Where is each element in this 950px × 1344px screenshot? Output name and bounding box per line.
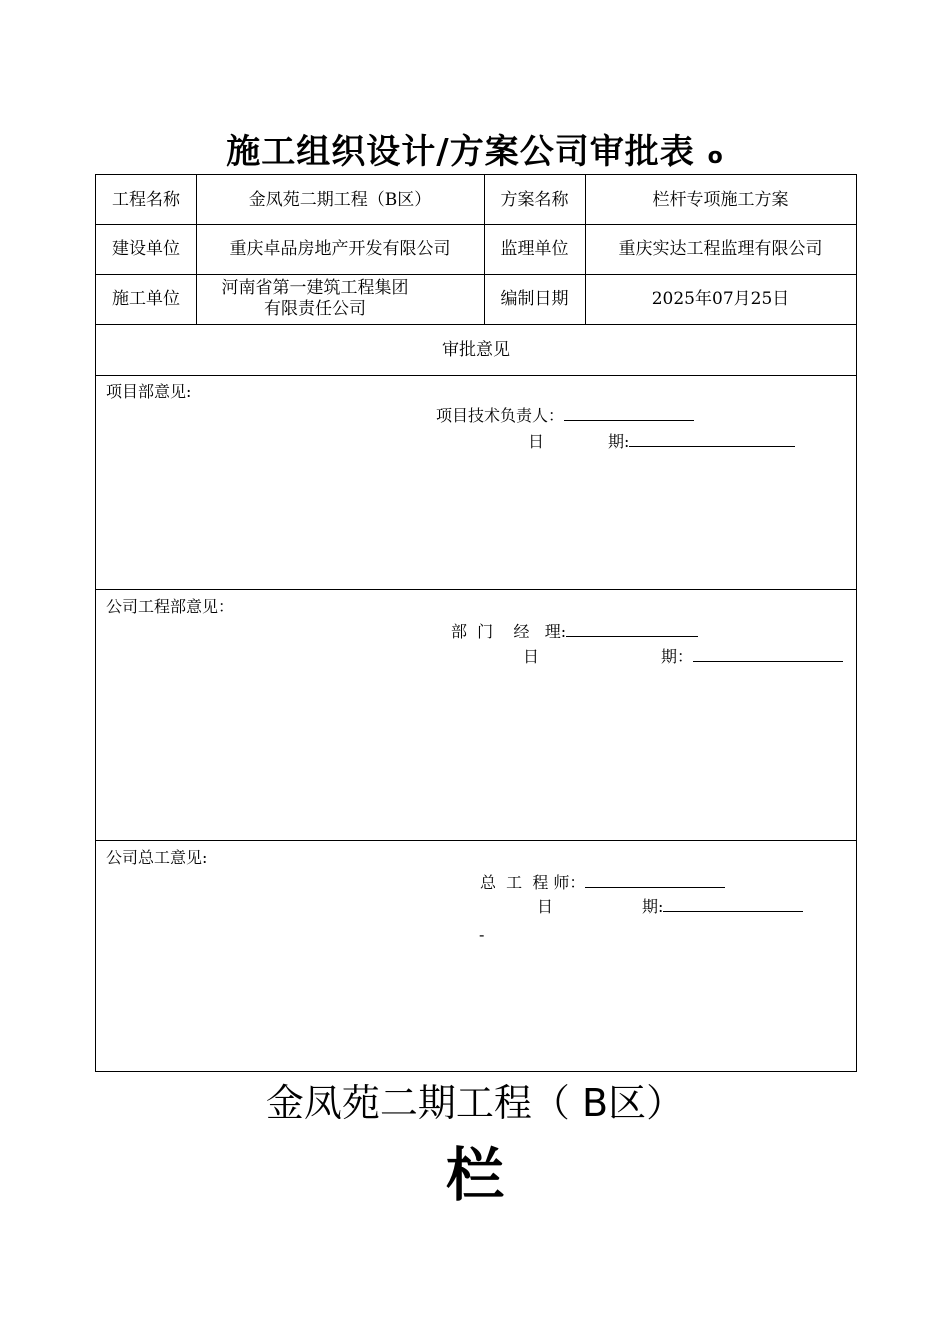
project-tech-lead-signature: 项目技术负责人： — [436, 403, 694, 426]
supervisor-label: 监理单位 — [500, 239, 569, 259]
contractor-value — [196, 274, 484, 324]
project-date-label: 日 — [528, 432, 545, 451]
builder-value: 重庆卓品房地产开发有限公司 — [229, 239, 451, 259]
stray-mark: - — [479, 925, 485, 944]
contractor-value-line1: 河南省第一建筑工程集团 — [221, 278, 409, 298]
chief-engineer-opinion-label: 公司总工意见: — [106, 848, 208, 867]
row-divider — [96, 589, 856, 590]
dept-manager-signature: 部 门 经 理: — [451, 619, 698, 642]
signature-line[interactable] — [585, 873, 725, 888]
builder-label: 建设单位 — [112, 239, 180, 259]
cover-title-line1: 金凤苑二期工程（ B区） — [265, 1081, 685, 1125]
chief-date-label: 日 — [537, 897, 554, 916]
signature-line[interactable] — [566, 622, 698, 637]
row-divider — [96, 840, 856, 841]
date-line[interactable] — [663, 897, 803, 912]
chief-engineer-signature: 总 工 程 师： — [480, 870, 725, 893]
title-mark: o — [707, 144, 724, 169]
date-value: 2025年07月25日 — [651, 289, 790, 309]
engineering-date-label: 日 — [523, 647, 540, 666]
date-line[interactable] — [693, 647, 843, 662]
contractor-label: 施工单位 — [112, 289, 180, 309]
chief-date-field: 期: — [642, 894, 803, 917]
project-name-label: 工程名称 — [112, 189, 180, 210]
row-divider — [96, 375, 856, 376]
date-label: 编制日期 — [500, 289, 569, 309]
page-title: 施工组织设计/方案公司审批表 o — [226, 132, 724, 172]
signature-line[interactable] — [564, 406, 694, 421]
engineering-date-field: 期： — [661, 644, 843, 667]
project-dept-opinion-label: 项目部意见: — [106, 382, 192, 401]
project-date-field: 期: — [608, 429, 795, 452]
date-line[interactable] — [629, 432, 795, 447]
supervisor-value: 重庆实达工程监理有限公司 — [618, 239, 823, 259]
scheme-name-value: 栏杆专项施工方案 — [652, 189, 789, 210]
engineering-dept-opinion-label: 公司工程部意见： — [106, 597, 235, 616]
contractor-value-line2: 有限责任公司 — [264, 299, 366, 319]
project-name-value: 金凤苑二期工程（B区） — [248, 189, 432, 210]
cover-title-line2: 栏 — [445, 1141, 504, 1209]
approval-table — [95, 174, 857, 1072]
scheme-name-label: 方案名称 — [500, 189, 569, 210]
approval-header: 审批意见 — [442, 339, 510, 360]
